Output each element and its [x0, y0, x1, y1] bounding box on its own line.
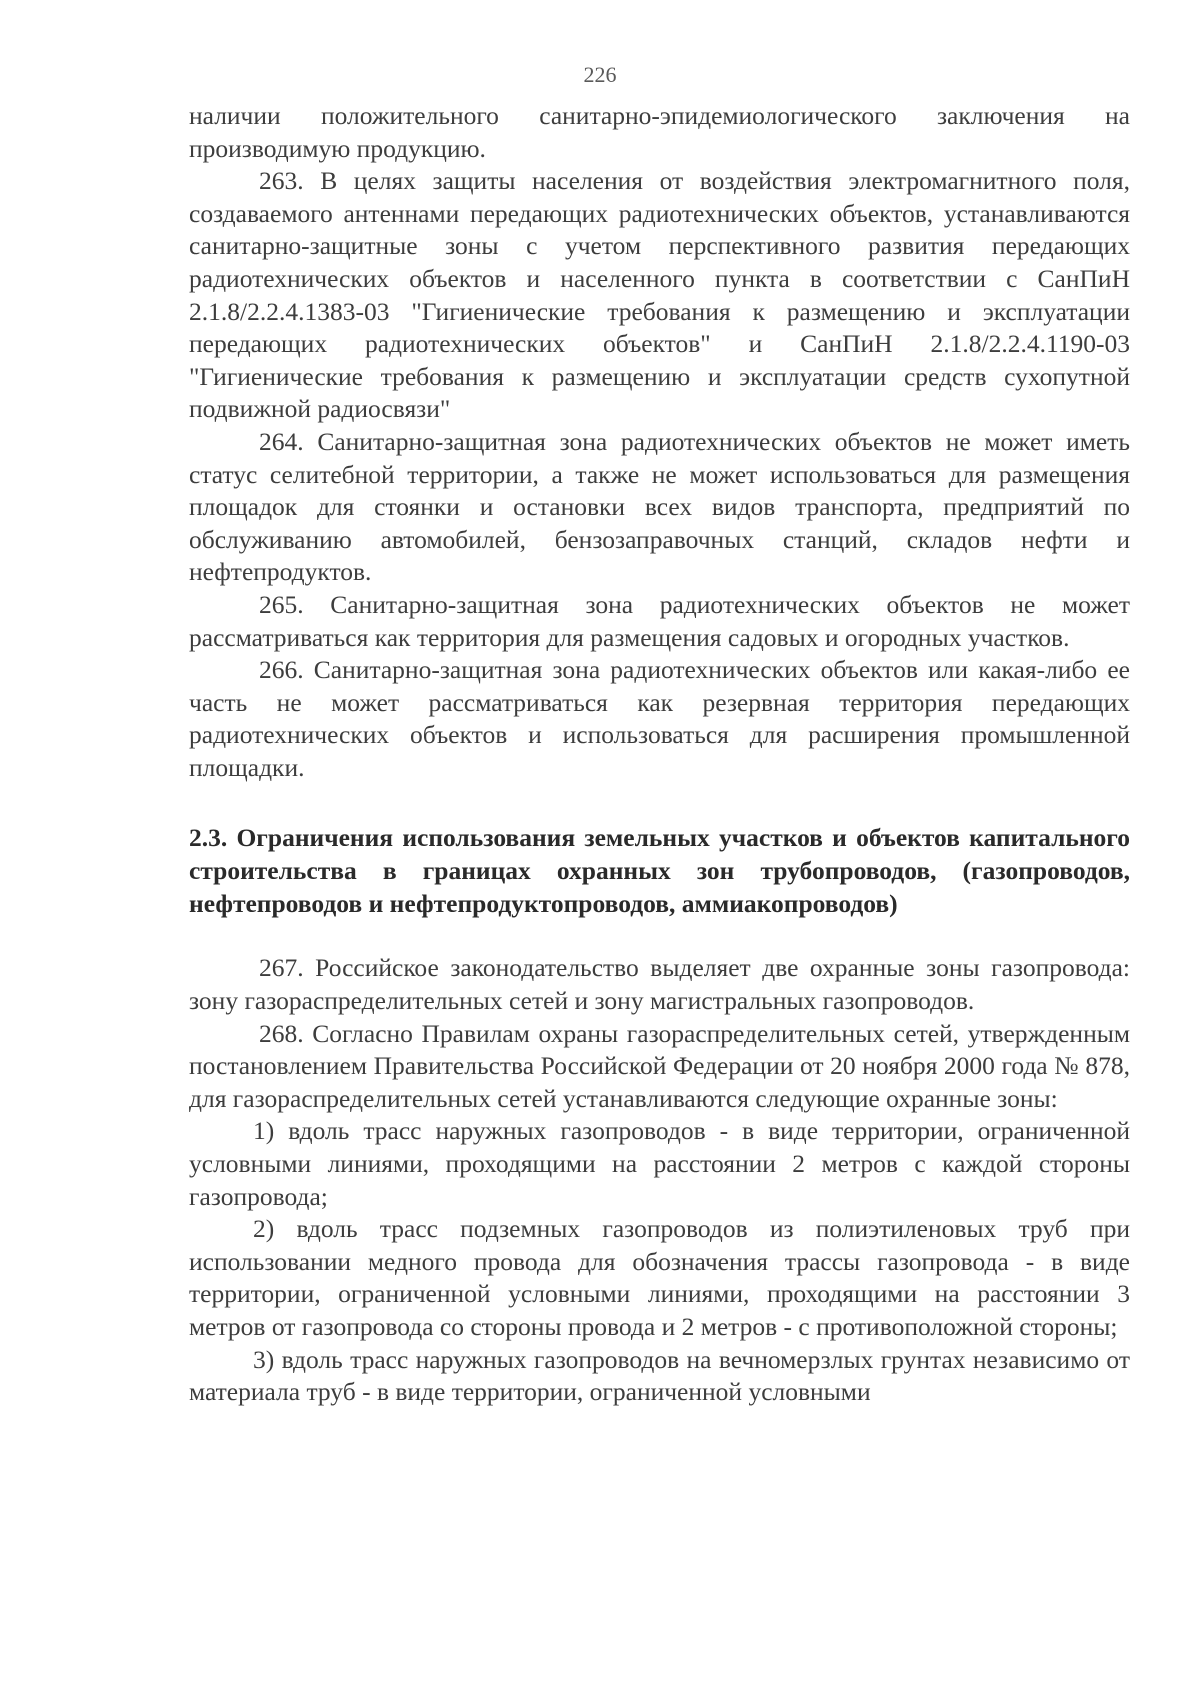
list-item-2: 2) вдоль трасс подземных газопроводов из полиэтиленовых труб при использовании медного провода для обозначения трассы газопровода - в виде территории, ограниченной условными линиями, проходящими на расстоянии 3 метров от газопровода со стороны провода и 2 метров - с противоположной стороны;	[189, 1214, 1130, 1341]
paragraph-263: 263. В целях защиты населения от воздействия электромагнитного поля, создаваемого антеннами передающих радиотехнических объектов, устанавливаются санитарно-защитные зоны с учетом перспективного развития передающих радиотехнических объектов и населенного пункта в соответствии с СанПиН 2.1.8/2.2.4.1383-03 "Гигиенические требования к размещению и эксплуатации передающих радиотехнических объектов" и СанПиН 2.1.8/2.2.4.1190-03 "Гигиенические требования к размещению и эксплуатации средств сухопутной подвижной радиосвязи"	[189, 166, 1130, 424]
section-heading: 2.3. Ограничения использования земельных участков и объектов капитального строительства в границах охранных зон трубопроводов, (газопроводов, нефтепроводов и нефтепродуктопроводов, аммиакопроводов)	[189, 823, 1130, 919]
paragraph-266: 266. Санитарно-защитная зона радиотехнических объектов или какая-либо ее часть не может рассматриваться как резервная территория передающих радиотехнических объектов и использоваться для расширения промышленной площадки.	[189, 655, 1130, 782]
paragraph-continuation: наличии положительного санитарно-эпидемиологического заключения на производимую продукцию.	[189, 101, 1130, 163]
list-item-1: 1) вдоль трасс наружных газопроводов - в виде территории, ограниченной условными линиями, проходящими на расстоянии 2 метров с каждой стороны газопровода;	[189, 1116, 1130, 1211]
paragraph-267: 267. Российское законодательство выделяет две охранные зоны газопровода: зону газораспределительных сетей и зону магистральных газопроводов.	[189, 953, 1130, 1016]
page-number: 226	[583, 62, 617, 87]
list-item-3: 3) вдоль трасс наружных газопроводов на вечномерзлых грунтах независимо от материала труб - в виде территории, ограниченной условными	[189, 1344, 1130, 1407]
page-body	[189, 100, 1130, 1409]
paragraph-264: 264. Санитарно-защитная зона радиотехнических объектов не может иметь статус селитебной территории, а также не может использоваться для размещения площадок для стоянки и остановки всех видов транспорта, предприятий по обслуживанию автомобилей, бензозаправочных станций, складов нефти и нефтепродуктов.	[189, 426, 1130, 587]
paragraph-265: 265. Санитарно-защитная зона радиотехнических объектов не может рассматриваться как территория для размещения садовых и огородных участков.	[189, 589, 1130, 652]
paragraph-268: 268. Согласно Правилам охраны газораспределительных сетей, утвержденным постановлением Правительства Российской Федерации от 20 ноября 2000 года № 878, для газораспределительных сетей устанавливаются следующие охранные зоны:	[189, 1018, 1130, 1113]
